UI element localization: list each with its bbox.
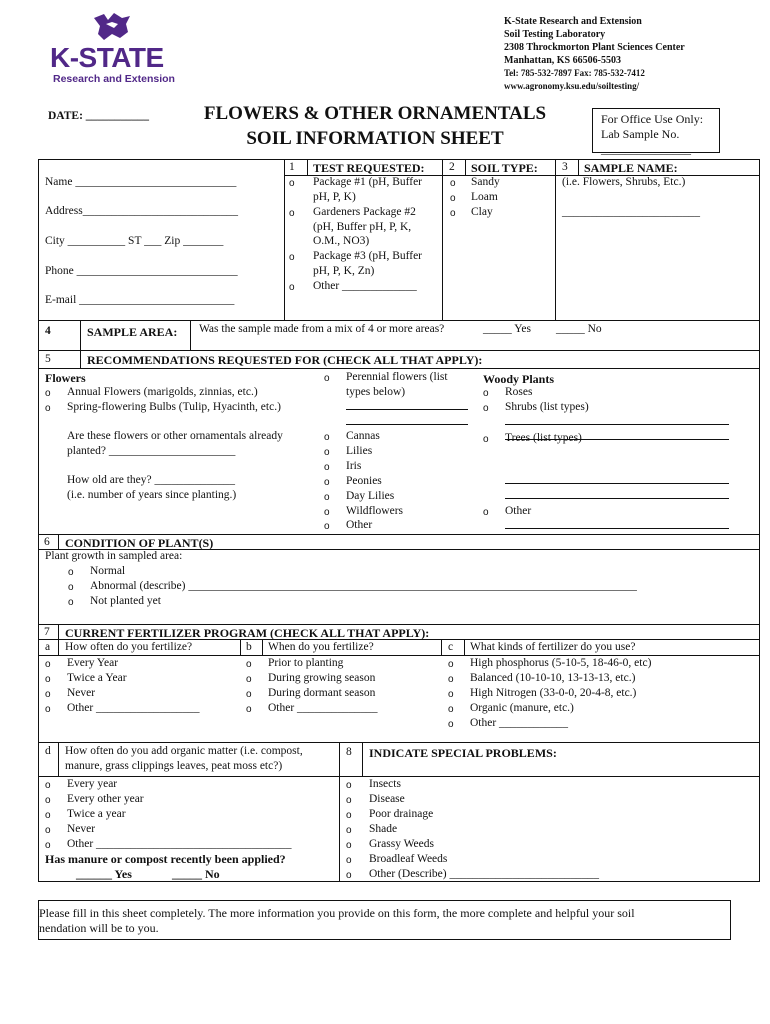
section-heading: SAMPLE AREA: xyxy=(87,325,178,339)
checkbox-growing-season[interactable]: o xyxy=(246,674,252,685)
sample-name-hint: (i.e. Flowers, Shrubs, Etc.) xyxy=(562,176,686,188)
checkbox-disease[interactable]: o xyxy=(346,795,352,806)
option-label: High Nitrogen (33-0-0, 20-4-8, etc.) xyxy=(470,687,637,699)
checkbox-poor-drainage[interactable]: o xyxy=(346,810,352,821)
checkbox-fert-never[interactable]: o xyxy=(45,689,51,700)
checkbox-spring-bulbs[interactable]: o xyxy=(45,403,51,414)
checkbox-annual-flowers[interactable]: o xyxy=(45,388,51,399)
manure-yes-field[interactable]: ______ Yes xyxy=(76,867,132,881)
checkbox-shrubs[interactable]: o xyxy=(483,403,489,414)
checkbox-abnormal[interactable]: o xyxy=(68,582,74,593)
option-label: Twice a Year xyxy=(67,672,127,684)
lab-line: Tel: 785-532-7897 Fax: 785-532-7412 xyxy=(504,68,645,78)
footer-line: nendation will be to you. xyxy=(39,921,159,935)
section-heading: CONDITION OF PLANT(S) xyxy=(65,536,214,550)
section-heading: CURRENT FERTILIZER PROGRAM (CHECK ALL THAT APPLY): xyxy=(65,626,430,640)
om-other-field[interactable]: Other __________________________________ xyxy=(67,838,292,850)
option-label: Spring-flowering Bulbs (Tulip, Hyacinth, etc.) xyxy=(67,401,281,413)
divider xyxy=(38,776,760,777)
divider xyxy=(80,320,81,350)
divider xyxy=(240,639,241,655)
section-heading: INDICATE SPECIAL PROBLEMS: xyxy=(369,746,557,760)
option-label: pH, P, K, Zn) xyxy=(313,265,375,277)
age-hint: (i.e. number of years since planting.) xyxy=(67,489,237,501)
option-label: Normal xyxy=(90,565,126,577)
option-label: High phosphorus (5-10-5, 18-46-0, etc) xyxy=(470,657,652,669)
option-label: Lilies xyxy=(346,445,373,457)
option-label: Prior to planting xyxy=(268,657,344,669)
section-number: 8 xyxy=(346,746,352,758)
option-label: Other xyxy=(505,505,532,517)
other-woody-blank[interactable] xyxy=(505,528,729,529)
checkbox-insects[interactable]: o xyxy=(346,780,352,791)
form-border-top xyxy=(38,159,760,160)
abnormal-field[interactable]: Abnormal (describe) ______________________________________________________________________________ xyxy=(90,580,637,592)
shrubs-blank-1[interactable] xyxy=(505,424,729,425)
lab-line: Soil Testing Laboratory xyxy=(504,29,606,40)
checkbox-high-nitrogen[interactable]: o xyxy=(448,689,454,700)
sub-question: How often do you add organic matter (i.e. compost, xyxy=(65,745,303,757)
lab-info xyxy=(504,15,685,93)
checkbox-wildflowers[interactable]: o xyxy=(324,507,330,518)
date-field[interactable]: DATE: ___________ xyxy=(48,110,150,122)
checkbox-when-other[interactable]: o xyxy=(246,704,252,715)
option-label: Peonies xyxy=(346,475,382,487)
option-label: types below) xyxy=(346,386,406,398)
form-border-bottom xyxy=(38,881,760,882)
lab-line: K-State Research and Extension xyxy=(504,16,642,27)
title-line: SOIL INFORMATION SHEET xyxy=(246,128,504,149)
option-label: Iris xyxy=(346,460,362,472)
divider xyxy=(38,350,760,351)
checkbox-problem-other[interactable]: o xyxy=(346,870,352,881)
checkbox-om-never[interactable]: o xyxy=(45,825,51,836)
checkbox-shade[interactable]: o xyxy=(346,825,352,836)
divider xyxy=(362,742,363,776)
option-label: Shade xyxy=(369,823,398,835)
condition-lead: Plant growth in sampled area: xyxy=(45,550,183,562)
checkbox-cannas[interactable]: o xyxy=(324,432,330,443)
checkbox-sandy[interactable]: o xyxy=(450,178,456,189)
option-label: Every Year xyxy=(67,657,119,669)
divider xyxy=(58,534,59,549)
checkbox-trees[interactable]: o xyxy=(483,434,489,445)
option-label: During growing season xyxy=(268,672,376,684)
option-label: Sandy xyxy=(471,176,500,188)
lab-line: Manhattan, KS 66506-5503 xyxy=(504,55,621,66)
option-label: Trees (list types) xyxy=(505,432,582,444)
option-label: Every other year xyxy=(67,793,144,805)
option-label: Never xyxy=(67,823,96,835)
checkbox-fert-twice[interactable]: o xyxy=(45,674,51,685)
office-line: Lab Sample No. xyxy=(601,127,680,141)
checkbox-grassy-weeds[interactable]: o xyxy=(346,840,352,851)
option-label: Organic (manure, etc.) xyxy=(470,702,574,714)
checkbox-iris[interactable]: o xyxy=(324,462,330,473)
section-number: 4 xyxy=(45,325,51,337)
checkbox-normal[interactable]: o xyxy=(68,567,74,578)
option-label: Other _____________ xyxy=(313,280,417,292)
lab-line: www.agronomy.ksu.edu/soiltesting/ xyxy=(504,81,640,91)
section-number: 5 xyxy=(45,353,51,365)
form-border-right xyxy=(759,159,760,882)
sub-letter: a xyxy=(45,641,51,653)
option-label: Clay xyxy=(471,206,493,218)
sub-question: When do you fertilize? xyxy=(268,641,374,653)
divider xyxy=(464,639,465,655)
checkbox-other-woody[interactable]: o xyxy=(483,507,489,518)
city-state-zip-field[interactable]: City __________ ST ___ Zip _______ xyxy=(45,235,224,247)
option-label: During dormant season xyxy=(268,687,376,699)
checkbox-high-phosphorus[interactable]: o xyxy=(448,659,454,670)
planted-question: Are these flowers or other ornamentals already xyxy=(67,430,283,442)
divider xyxy=(38,655,760,656)
divider xyxy=(190,320,191,350)
sub-letter: d xyxy=(45,745,51,757)
checkbox-roses[interactable]: o xyxy=(483,388,489,399)
footer-line: Please fill in this sheet completely. The more information you provide on this form, the more complete and helpful your soil xyxy=(39,906,635,920)
age-field[interactable]: How old are they? ______________ xyxy=(67,474,235,486)
section-number: 1 xyxy=(289,161,295,173)
divider xyxy=(38,742,760,743)
section-heading: RECOMMENDATIONS REQUESTED FOR (CHECK ALL THAT APPLY): xyxy=(87,353,483,367)
divider xyxy=(578,159,579,176)
checkbox-prior-planting[interactable]: o xyxy=(246,659,252,670)
checkbox-om-twice[interactable]: o xyxy=(45,810,51,821)
option-label: Roses xyxy=(505,386,533,398)
checkbox-other-test[interactable]: o xyxy=(289,282,295,293)
office-line: _______________ xyxy=(601,142,691,156)
planted-field[interactable]: planted? ______________________ xyxy=(67,445,236,457)
checkbox-om-other[interactable]: o xyxy=(45,840,51,851)
checkbox-package-1[interactable]: o xyxy=(289,178,295,189)
when-other-field[interactable]: Other ______________ xyxy=(268,702,378,714)
option-label: Insects xyxy=(369,778,401,790)
flowers-heading: Flowers xyxy=(45,371,86,385)
name-field[interactable]: Name ____________________________ xyxy=(45,176,237,188)
divider xyxy=(38,320,760,321)
manure-question: Has manure or compost recently been applied? xyxy=(45,852,286,866)
perennial-blank-2[interactable] xyxy=(346,424,468,425)
sub-question: How often do you fertilize? xyxy=(65,641,193,653)
section-number: 7 xyxy=(44,626,50,638)
option-label: Shrubs (list types) xyxy=(505,401,589,413)
email-field[interactable]: E-mail ___________________________ xyxy=(45,294,235,306)
sub-letter: b xyxy=(246,641,252,653)
option-label: Not planted yet xyxy=(90,595,161,607)
option-label: Never xyxy=(67,687,96,699)
option-label: Wildflowers xyxy=(346,505,404,517)
option-label: Broadleaf Weeds xyxy=(369,853,448,865)
checkbox-organic[interactable]: o xyxy=(448,704,454,715)
checkbox-om-every-other[interactable]: o xyxy=(45,795,51,806)
woody-heading: Woody Plants xyxy=(483,372,555,386)
page-title xyxy=(180,101,570,151)
problem-other-field[interactable]: Other (Describe) __________________________ xyxy=(369,868,599,880)
lab-line: 2308 Throckmorton Plant Sciences Center xyxy=(504,42,685,53)
checkbox-peonies[interactable]: o xyxy=(324,477,330,488)
divider xyxy=(339,742,340,881)
kind-other-field[interactable]: Other ____________ xyxy=(470,717,569,729)
trees-blank-1[interactable] xyxy=(505,483,729,484)
checkbox-package-3[interactable]: o xyxy=(289,252,295,263)
checkbox-package-2[interactable]: o xyxy=(289,208,295,219)
sub-question: manure, grass clippings leaves, peat moss etc?) xyxy=(65,760,283,772)
section-heading: SOIL TYPE: xyxy=(471,161,538,175)
divider xyxy=(80,350,81,368)
option-label: Loam xyxy=(471,191,498,203)
option-label: Day Lilies xyxy=(346,490,395,502)
divider xyxy=(555,159,556,320)
checkbox-loam[interactable]: o xyxy=(450,193,456,204)
checkbox-perennial[interactable]: o xyxy=(324,373,330,384)
option-label: Twice a year xyxy=(67,808,126,820)
mix-question: Was the sample made from a mix of 4 or more areas? xyxy=(199,323,445,335)
divider xyxy=(38,534,760,535)
divider xyxy=(38,624,760,625)
option-label: O.M., NO3) xyxy=(313,235,370,247)
option-label: Grassy Weeds xyxy=(369,838,434,850)
option-label: (pH, Buffer pH, P, K, xyxy=(313,221,412,233)
divider xyxy=(38,368,760,369)
checkbox-fert-every-year[interactable]: o xyxy=(45,659,51,670)
option-label: Cannas xyxy=(346,430,380,442)
office-line: For Office Use Only: xyxy=(601,112,704,126)
fert-other-field[interactable]: Other __________________ xyxy=(67,702,200,714)
checkbox-fert-other[interactable]: o xyxy=(45,704,51,715)
checkbox-other-plant[interactable]: o xyxy=(324,521,330,532)
checkbox-kind-other[interactable]: o xyxy=(448,719,454,730)
divider xyxy=(58,742,59,776)
divider xyxy=(441,639,442,655)
sub-letter: c xyxy=(448,641,454,653)
checkbox-not-planted[interactable]: o xyxy=(68,597,74,608)
option-label: Poor drainage xyxy=(369,808,434,820)
option-label: Disease xyxy=(369,793,405,805)
divider xyxy=(442,159,443,320)
section-number: 3 xyxy=(562,161,568,173)
section-heading: SAMPLE NAME: xyxy=(584,161,678,175)
sample-name-field[interactable]: ________________________ xyxy=(562,206,700,218)
sub-question: What kinds of fertilizer do you use? xyxy=(470,641,636,653)
phone-field[interactable]: Phone ____________________________ xyxy=(45,265,238,277)
manure-no-field[interactable]: _____ No xyxy=(172,867,220,881)
form-border-left xyxy=(38,159,39,882)
trees-blank-2[interactable] xyxy=(505,498,729,499)
divider xyxy=(262,639,263,655)
divider xyxy=(465,159,466,176)
checkbox-om-every-year[interactable]: o xyxy=(45,780,51,791)
checkbox-day-lilies[interactable]: o xyxy=(324,492,330,503)
divider xyxy=(284,159,285,320)
option-label: Annual Flowers (marigolds, zinnias, etc.) xyxy=(67,386,258,398)
option-label: pH, P, K) xyxy=(313,191,356,203)
office-box xyxy=(592,108,720,156)
checkbox-lilies[interactable]: o xyxy=(324,447,330,458)
option-label: Gardeners Package #2 xyxy=(313,206,416,218)
option-label: Package #3 (pH, Buffer xyxy=(313,250,423,262)
logo-name: K-STATE xyxy=(50,42,164,73)
checkbox-clay[interactable]: o xyxy=(450,208,456,219)
checkbox-balanced[interactable]: o xyxy=(448,674,454,685)
mix-yes-field[interactable]: _____ Yes xyxy=(483,323,531,335)
option-label: Other xyxy=(346,519,373,531)
address-field[interactable]: Address___________________________ xyxy=(45,205,238,217)
footer-note xyxy=(38,900,731,940)
kstate-logo xyxy=(50,12,185,87)
checkbox-broadleaf-weeds[interactable]: o xyxy=(346,855,352,866)
wildcat-icon xyxy=(92,12,132,42)
divider xyxy=(307,159,308,176)
checkbox-dormant-season[interactable]: o xyxy=(246,689,252,700)
option-label: Balanced (10-10-10, 13-13-13, etc.) xyxy=(470,672,636,684)
section-number: 6 xyxy=(44,536,50,548)
title-line: FLOWERS & OTHER ORNAMENTALS xyxy=(203,103,547,124)
option-label: Package #1 (pH, Buffer xyxy=(313,176,423,188)
mix-no-field[interactable]: _____ No xyxy=(556,323,602,335)
option-label: Perennial flowers (list xyxy=(346,371,448,383)
logo-sub: Research and Extension xyxy=(53,73,175,85)
section-heading: TEST REQUESTED: xyxy=(313,161,425,175)
perennial-blank-1[interactable] xyxy=(346,409,468,410)
option-label: Every year xyxy=(67,778,118,790)
section-number: 2 xyxy=(449,161,455,173)
